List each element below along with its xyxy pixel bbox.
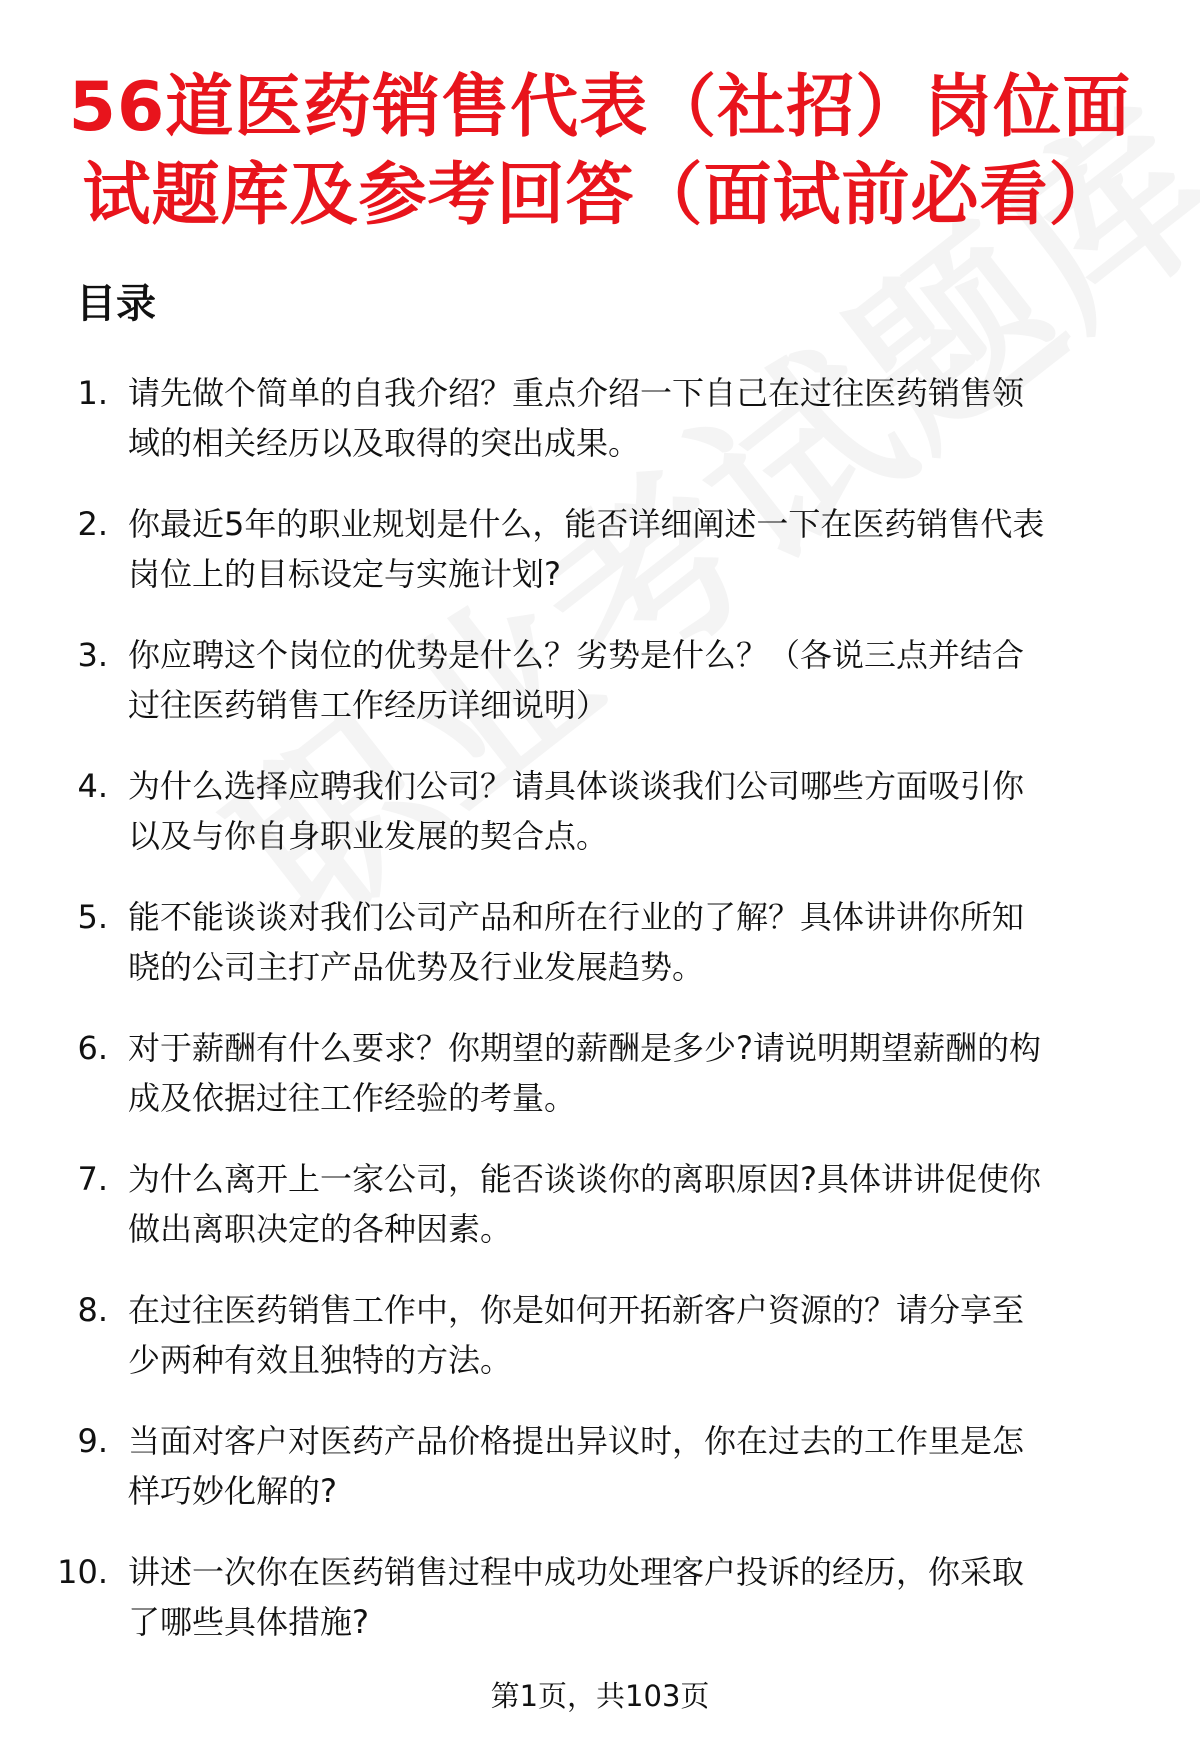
- toc-item-line: 对于薪酬有什么要求？你期望的薪酬是多少?请说明期望薪酬的构: [128, 1029, 1041, 1067]
- toc-item: [56, 1154, 1156, 1285]
- toc-item-text: [128, 892, 1148, 992]
- toc-item-text: [128, 761, 1148, 861]
- toc-item-line: 过往医药销售工作经历详细说明）: [128, 686, 609, 724]
- toc-item-text: [128, 1416, 1148, 1516]
- title-line-2: 试题库及参考回答（面试前必看）: [82, 156, 1118, 235]
- toc-item-text: [128, 1547, 1148, 1647]
- toc-item-text: [128, 1285, 1148, 1385]
- toc-item-line: 做出离职决定的各种因素。: [128, 1210, 513, 1248]
- toc-item-line: 讲述一次你在医药销售过程中成功处理客户投诉的经历，你采取: [128, 1553, 1025, 1591]
- table-of-contents: [56, 368, 1156, 1678]
- toc-item-number: 1.: [77, 374, 108, 412]
- toc-item-text: [128, 499, 1148, 599]
- toc-item-number: 10.: [57, 1553, 108, 1591]
- toc-item-number: 6.: [77, 1029, 108, 1067]
- toc-item-line: 当面对客户对医药产品价格提出异议时，你在过去的工作里是怎: [128, 1422, 1025, 1460]
- toc-item-number: 2.: [77, 505, 108, 543]
- toc-item: [56, 1416, 1156, 1547]
- toc-item-line: 岗位上的目标设定与实施计划?: [128, 555, 561, 593]
- toc-item-line: 以及与你自身职业发展的契合点。: [128, 817, 609, 855]
- toc-item-line: 你应聘这个岗位的优势是什么？劣势是什么？（各说三点并结合: [128, 636, 1025, 674]
- toc-item-line: 为什么离开上一家公司，能否谈谈你的离职原因?具体讲讲促使你: [128, 1160, 1041, 1198]
- toc-item-line: 能不能谈谈对我们公司产品和所在行业的了解？具体讲讲你所知: [128, 898, 1025, 936]
- toc-item-line: 少两种有效且独特的方法。: [128, 1341, 513, 1379]
- toc-item: [56, 1023, 1156, 1154]
- toc-item-line: 了哪些具体措施?: [128, 1603, 369, 1641]
- toc-item: [56, 1285, 1156, 1416]
- toc-item-line: 成及依据过往工作经验的考量。: [128, 1079, 577, 1117]
- toc-item-line: 晓的公司主打产品优势及行业发展趋势。: [128, 948, 705, 986]
- toc-item-number: 5.: [77, 898, 108, 936]
- title-line-1: 56道医药销售代表（社招）岗位面: [68, 68, 1132, 147]
- toc-item: [56, 892, 1156, 1023]
- toc-heading: 目录: [76, 281, 156, 327]
- toc-item-number: 9.: [77, 1422, 108, 1460]
- toc-item-text: [128, 1023, 1148, 1123]
- toc-item-number: 3.: [77, 636, 108, 674]
- toc-item-text: [128, 1154, 1148, 1254]
- toc-item-number: 7.: [77, 1160, 108, 1198]
- toc-item-text: [128, 630, 1148, 730]
- toc-item-line: 域的相关经历以及取得的突出成果。: [128, 424, 641, 462]
- toc-item-line: 在过往医药销售工作中，你是如何开拓新客户资源的？请分享至: [128, 1291, 1025, 1329]
- toc-item-number: 4.: [77, 767, 108, 805]
- toc-item-line: 请先做个简单的自我介绍？重点介绍一下自己在过往医药销售领: [128, 374, 1025, 412]
- toc-item-line: 你最近5年的职业规划是什么，能否详细阐述一下在医药销售代表: [128, 505, 1045, 543]
- toc-item-line: 样巧妙化解的?: [128, 1472, 337, 1510]
- toc-item: [56, 761, 1156, 892]
- page-footer: 第1页，共103页: [490, 1679, 710, 1713]
- toc-item-text: [128, 368, 1148, 468]
- toc-item: [56, 499, 1156, 630]
- toc-item: [56, 368, 1156, 499]
- toc-item-number: 8.: [77, 1291, 108, 1329]
- document-title: [0, 64, 1200, 240]
- toc-item: [56, 630, 1156, 761]
- toc-item-line: 为什么选择应聘我们公司？请具体谈谈我们公司哪些方面吸引你: [128, 767, 1025, 805]
- toc-item: [56, 1547, 1156, 1678]
